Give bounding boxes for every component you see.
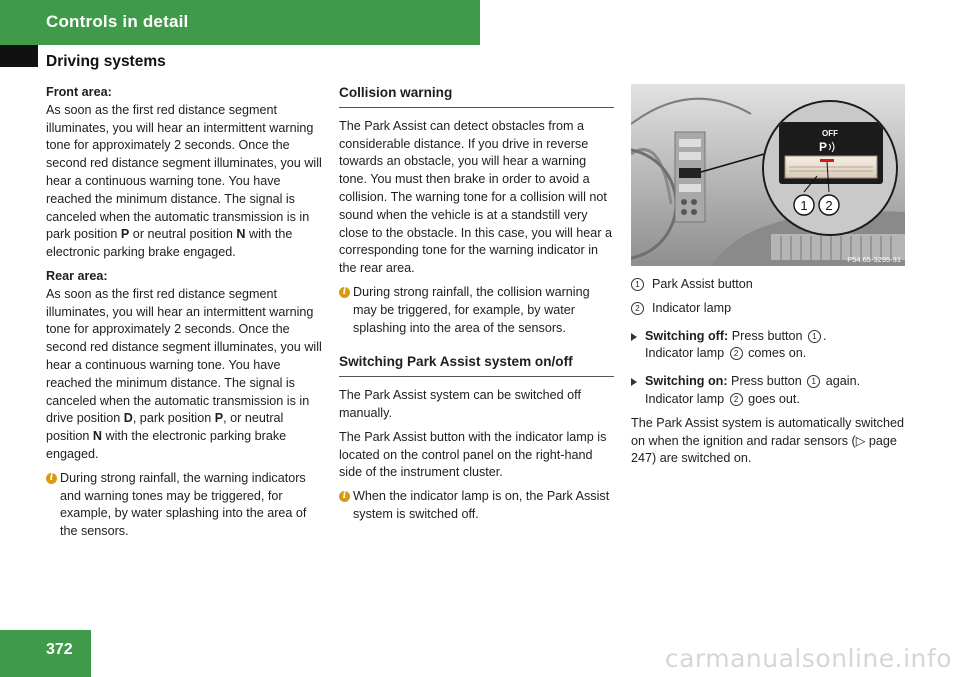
collision-note xyxy=(339,284,614,337)
info-icon: i xyxy=(46,473,57,484)
auto-text: page 247) are switched on. xyxy=(631,433,897,466)
park-position-letter: P xyxy=(120,227,130,242)
callout-number: 2 xyxy=(730,393,743,406)
rainfall-note-text: During strong rainfall, the warning indicators and warning tones may be triggered, for example, by water splashing into the area of the sensors. xyxy=(60,470,307,539)
callout-number: 2 xyxy=(631,302,644,315)
rear-area-paragraph xyxy=(46,268,323,464)
dashboard-illustration xyxy=(631,84,905,266)
step-label: Switching off: xyxy=(645,328,729,343)
legend-item-2 xyxy=(631,300,907,318)
middle-column xyxy=(339,84,614,530)
park-assist-figure xyxy=(631,84,905,266)
rear-area-mid1: , park position xyxy=(132,411,215,426)
collision-note-text: During strong rainfall, the collision warning may be triggered, for example, by water splashing into the area of the sensors. xyxy=(353,284,590,335)
step-label: Switching on: xyxy=(645,374,728,389)
subsection-title: Driving systems xyxy=(46,53,166,70)
switching-heading: Switching Park Assist system on/off xyxy=(339,353,614,377)
figure-code: P54.65-3295-31 xyxy=(847,255,901,264)
indicator-note-text: When the indicator lamp is on, the Park Assist system is switched off. xyxy=(353,489,610,521)
rear-area-text: As soon as the first red distance segment illuminates, you will hear an intermittent warning tone for approximately 2 seconds. Once the second red distance segment illuminates, you will hear a continuous warning tone. You have reached the minimum distance. The signal is canceled when the automatic transmission is in drive position xyxy=(46,286,322,426)
callout-number: 1 xyxy=(631,278,644,291)
drive-position-letter: D xyxy=(123,411,133,426)
switching-text-2: The Park Assist button with the indicator lamp is located on the control panel on the right-hand side of the instrument cluster. xyxy=(339,429,607,480)
left-column xyxy=(46,84,323,547)
info-icon: i xyxy=(339,491,350,502)
callout-1-number: 1 xyxy=(800,198,808,213)
callout-number: 1 xyxy=(807,375,820,388)
neutral-position-letter: N xyxy=(92,429,103,444)
switching-text-1: The Park Assist system can be switched off manually. xyxy=(339,388,581,420)
step-text: comes on. xyxy=(744,346,807,361)
indicator-note xyxy=(339,488,614,524)
step-text: goes out. xyxy=(744,391,800,406)
rear-area-end: with the electronic parking brake engaged. xyxy=(46,429,287,461)
off-label: OFF xyxy=(822,129,838,138)
watermark: carmanualsonline.info xyxy=(664,644,952,673)
park-position-letter: P xyxy=(214,411,224,426)
step-switching-off xyxy=(631,328,907,364)
legend-label: Indicator lamp xyxy=(652,300,732,315)
info-icon: i xyxy=(339,287,350,298)
step-text: again. xyxy=(822,374,861,389)
step-text: Indicator lamp xyxy=(645,391,728,406)
front-area-mid: or neutral position xyxy=(129,227,237,242)
callout-2-number: 2 xyxy=(825,198,833,213)
rear-area-label: Rear area: xyxy=(46,268,108,283)
auto-text: The Park Assist system is automatically switched on when the ignition and radar sensors ( xyxy=(631,415,904,448)
page-number: 372 xyxy=(46,641,73,658)
rear-area-mid2: , or neutral position xyxy=(46,411,284,444)
collision-warning-text: The Park Assist can detect obstacles from a considerable distance. If you drive in reverse towards an obstacle, you will hear a warning tone. You must then brake in order to avoid a collision. The warning tone for a collision will not sound when the vehicle is at a standstill very close to the obstacle. In this case, you will hear a corresponding tone for the warning indicator in the rear area. xyxy=(339,118,613,276)
step-text: Press button xyxy=(728,328,806,343)
rainfall-note xyxy=(46,470,323,541)
page-reference-arrow-icon: ▷ xyxy=(855,433,866,448)
section-title: Controls in detail xyxy=(46,12,189,31)
neutral-position-letter: N xyxy=(236,227,246,242)
right-column xyxy=(631,84,907,474)
step-text: Indicator lamp xyxy=(645,346,728,361)
step-arrow-icon xyxy=(631,333,637,341)
step-arrow-icon xyxy=(631,378,637,386)
front-area-text: As soon as the first red distance segment illuminates, you will hear an intermittent warning tone for approximately 2 seconds. Once the second red distance segment illuminates, you will hear a continuous warning tone. You have reached the minimum distance. The signal is canceled when the automatic transmission is in park position xyxy=(46,102,322,242)
step-switching-on xyxy=(631,373,907,409)
callout-number: 1 xyxy=(808,330,821,343)
callout-number: 2 xyxy=(730,347,743,360)
front-area-end: with the electronic parking brake engaged. xyxy=(46,227,293,260)
front-area-label: Front area: xyxy=(46,85,112,99)
front-area-paragraph xyxy=(46,84,323,262)
park-assist-symbol: P xyxy=(818,140,828,154)
collision-warning-heading: Collision warning xyxy=(339,84,614,108)
legend-label: Park Assist button xyxy=(652,277,753,291)
step-text: . xyxy=(822,328,827,343)
legend-item-1 xyxy=(631,276,907,294)
step-text: Press button xyxy=(727,374,806,389)
auto-switch-on-text xyxy=(631,415,907,468)
subsection-marker xyxy=(0,45,38,67)
